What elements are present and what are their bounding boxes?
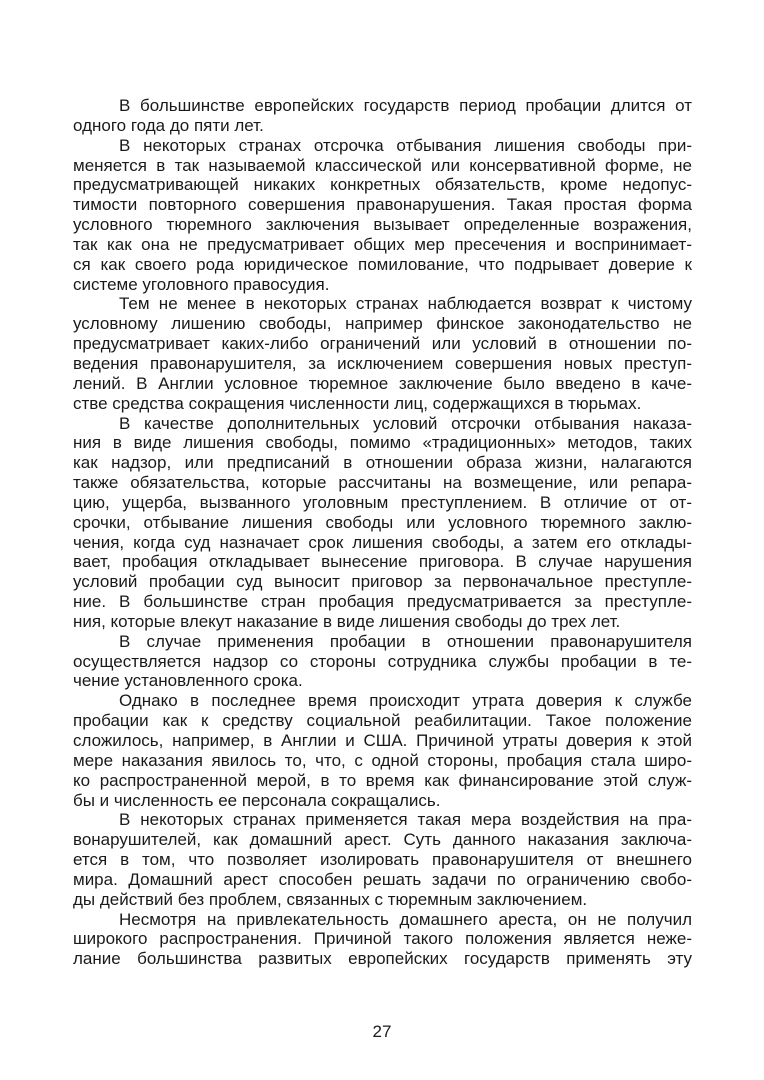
text-line: лание большинства развитых европейских государств применять эту xyxy=(73,949,692,969)
text-line: мира. Домашний арест способен решать задачи по ограничению свобо- xyxy=(73,869,692,889)
text-line: В некоторых странах отсрочка отбывания лишения свободы при- xyxy=(119,135,692,155)
text-line: осуществляется надзор со стороны сотрудника службы пробации в те- xyxy=(73,651,692,671)
paragraph xyxy=(73,96,692,136)
text-line: чение установленного срока. xyxy=(73,671,303,691)
text-line: ние. В большинстве стран пробация предусматривается за преступле- xyxy=(73,592,692,612)
paragraph xyxy=(73,910,692,970)
body-text xyxy=(73,96,692,969)
text-line: ся как своего рода юридическое помилование, что подрывает доверие к xyxy=(73,254,692,274)
text-line: В качестве дополнительных условий отсрочки отбывания наказа- xyxy=(119,413,692,433)
text-line: ведения правонарушителя, за исключением совершения новых преступ- xyxy=(73,353,692,373)
paragraph xyxy=(73,294,692,413)
text-line: предусматривает каких-либо ограничений или условий в отношении по- xyxy=(73,334,692,354)
text-line: ния, которые влекут наказание в виде лишения свободы до трех лет. xyxy=(73,611,621,631)
text-line: ния в виде лишения свободы, помимо «традиционных» методов, таких xyxy=(73,433,692,453)
text-line: Тем не менее в некоторых странах наблюдается возврат к чистому xyxy=(119,294,692,314)
text-line: В случае применения пробации в отношении правонарушителя xyxy=(119,631,692,651)
text-line: Несмотря на привлекательность домашнего ареста, он не получил xyxy=(119,909,692,929)
text-line: условному лишению свободы, например финское законодательство не xyxy=(73,314,692,334)
text-line: меняется в так называемой классической или консервативной форме, не xyxy=(73,155,692,175)
text-line: широкого распространения. Причиной такого положения является неже- xyxy=(73,929,692,949)
text-line: В большинстве европейских государств период пробации длится от xyxy=(119,96,692,115)
text-line: системе уголовного правосудия. xyxy=(73,274,330,294)
paragraph xyxy=(73,810,692,909)
text-line: также обязательства, которые рассчитаны на возмещение, или репара- xyxy=(73,473,692,493)
text-line: Однако в последнее время происходит утрата доверия к службе xyxy=(119,691,692,711)
text-line: пробации как к средству социальной реабилитации. Такое положение xyxy=(73,711,692,731)
text-line: условий пробации суд выносит приговор за первоначальное преступле- xyxy=(73,572,692,592)
text-line: предусматривающей никаких конкретных обязательств, кроме недопус- xyxy=(73,175,692,195)
text-line: бы и численность ее персонала сокращались. xyxy=(73,790,441,810)
text-line: ко распространенной мерой, в то время как финансирование этой служ- xyxy=(73,770,692,790)
text-line: цию, ущерба, вызванного уголовным преступлением. В отличие от от- xyxy=(73,492,692,512)
text-line: мере наказания явилось то, что, с одной стороны, пробация стала широ- xyxy=(73,750,692,770)
text-line: сложилось, например, в Англии и США. Причиной утраты доверия к этой xyxy=(73,731,692,750)
text-line: ется в том, что позволяет изолировать правонарушителя от внешнего xyxy=(73,850,692,870)
text-line: условного тюремного заключения вызывает определенные возражения, xyxy=(73,215,692,235)
text-line: так как она не предусматривает общих мер пресечения и воспринимает- xyxy=(73,234,692,254)
page-number: 27 xyxy=(372,1022,392,1041)
paragraph xyxy=(73,414,692,632)
text-line: чения, когда суд назначает срок лишения свободы, а затем его отклады- xyxy=(73,532,692,552)
text-line: срочки, отбывание лишения свободы или условного тюремного заклю- xyxy=(73,512,692,532)
text-line: В некоторых странах применяется такая мера воздействия на пра- xyxy=(119,810,692,830)
text-line: ды действий без проблем, связанных с тюремным заключением. xyxy=(73,889,588,909)
text-line: одного года до пяти лет. xyxy=(73,115,264,135)
text-line: лений. В Англии условное тюремное заключение было введено в каче- xyxy=(73,373,692,393)
text-line: вонарушителей, как домашний арест. Суть данного наказания заключа- xyxy=(73,830,692,850)
paragraph xyxy=(73,632,692,692)
text-line: вает, пробация откладывает вынесение приговора. В случае нарушения xyxy=(73,552,692,572)
text-line: тимости повторного совершения правонарушения. Такая простая форма xyxy=(73,195,692,215)
text-line: как надзор, или предписаний в отношении образа жизни, налагаются xyxy=(73,453,692,473)
text-line: стве средства сокращения численности лиц, содержащихся в тюрьмах. xyxy=(73,393,642,413)
paragraph xyxy=(73,136,692,295)
paragraph xyxy=(73,691,692,810)
